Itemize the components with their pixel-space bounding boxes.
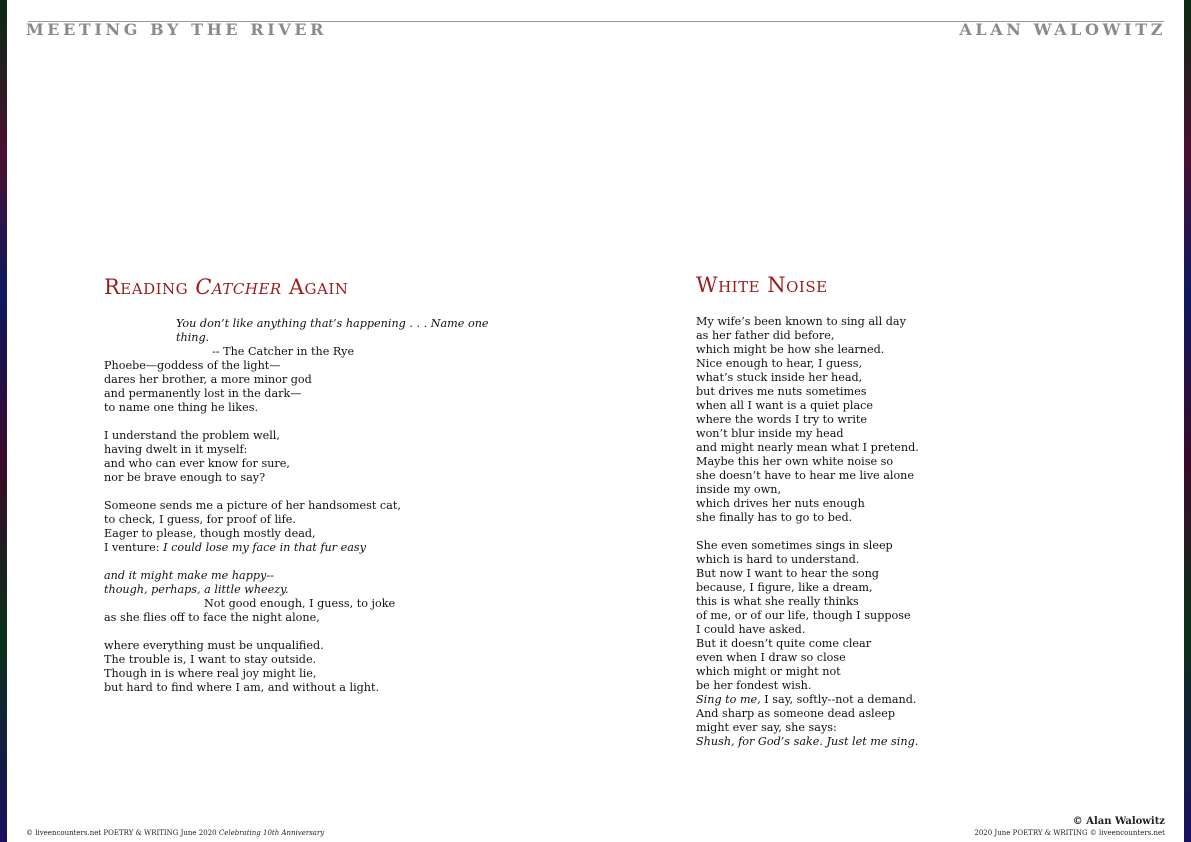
stanza-break bbox=[696, 525, 919, 539]
header-book-title: MEETING BY THE RIVER bbox=[26, 20, 328, 39]
sing-italic: Sing to me, bbox=[696, 693, 761, 706]
poem-line: inside my own, bbox=[696, 483, 781, 496]
poem-line: I understand the problem well, bbox=[104, 429, 280, 442]
poem-line: I could have asked. bbox=[696, 623, 806, 636]
poem-line: won’t blur inside my head bbox=[696, 427, 844, 440]
poem-line: Shush, for God’s sake. Just let me sing. bbox=[696, 735, 919, 748]
poem-line: though, perhaps, a little wheezy. bbox=[104, 583, 289, 596]
poem-line: Phoebe—goddess of the light— bbox=[104, 359, 281, 372]
poem-line: where everything must be unqualified. bbox=[104, 639, 324, 652]
poem-line: might ever say, she says: bbox=[696, 721, 837, 734]
poem1-title-italic: Catcher bbox=[195, 275, 282, 299]
poem-line: she finally has to go to bed. bbox=[696, 511, 853, 524]
footer-left-italic: Celebrating 10th Anniversary bbox=[218, 829, 325, 837]
stanza-break bbox=[104, 415, 401, 429]
stanza-break bbox=[104, 485, 401, 499]
venture-italic: I could lose my face in that fur easy bbox=[163, 541, 366, 554]
poem-line: which might be how she learned. bbox=[696, 343, 885, 356]
footer-right: 2020 June POETRY & WRITING © liveencounters.net bbox=[974, 829, 1165, 837]
poem-line: and permanently lost in the dark— bbox=[104, 387, 302, 400]
poem-line: But now I want to hear the song bbox=[696, 567, 879, 580]
poem-line: where the words I try to write bbox=[696, 413, 868, 426]
poem-line: as she flies off to face the night alone, bbox=[104, 611, 320, 624]
poem-line: having dwelt in it myself: bbox=[104, 443, 248, 456]
poem-line: Not good enough, I guess, to joke bbox=[204, 597, 396, 610]
poem-line: as her father did before, bbox=[696, 329, 835, 342]
poem-line: to check, I guess, for proof of life. bbox=[104, 513, 296, 526]
poem1-title-post: Again bbox=[281, 275, 349, 299]
poem1-title bbox=[104, 275, 348, 299]
poem-line: The trouble is, I want to stay outside. bbox=[104, 653, 317, 666]
poem-line: what’s stuck inside her head, bbox=[696, 371, 863, 384]
poem-line: Maybe this her own white noise so bbox=[696, 455, 894, 468]
poem-line: which might or might not bbox=[696, 665, 841, 678]
poem-line: She even sometimes sings in sleep bbox=[696, 539, 893, 552]
poem-line: which is hard to understand. bbox=[696, 553, 860, 566]
poem-line: be her fondest wish. bbox=[696, 679, 812, 692]
poem-line: and might nearly mean what I pretend. bbox=[696, 441, 919, 454]
poem-line: My wife’s been known to sing all day bbox=[696, 315, 906, 328]
poem-line: And sharp as someone dead asleep bbox=[696, 707, 896, 720]
poem-line: when all I want is a quiet place bbox=[696, 399, 874, 412]
poem-line: nor be brave enough to say? bbox=[104, 471, 266, 484]
poem1-title-pre: Reading bbox=[104, 275, 196, 299]
footer-left bbox=[26, 829, 324, 837]
poem-line: Someone sends me a picture of her handsomest cat, bbox=[104, 499, 401, 512]
poem-line: of me, or of our life, though I suppose bbox=[696, 609, 911, 622]
poem-line: because, I figure, like a dream, bbox=[696, 581, 873, 594]
poem-line: Eager to please, though mostly dead, bbox=[104, 527, 316, 540]
poem-line: but hard to find where I am, and without a light. bbox=[104, 681, 380, 694]
poem-line: even when I draw so close bbox=[696, 651, 846, 664]
poem1-body bbox=[104, 359, 401, 695]
poem-line: she doesn’t have to hear me live alone bbox=[696, 469, 915, 482]
footer-left-text: © liveencounters.net POETRY & WRITING June 2020 bbox=[26, 829, 219, 837]
stanza-break bbox=[104, 625, 401, 639]
poem-line: But it doesn’t quite come clear bbox=[696, 637, 872, 650]
poem1-epigraph bbox=[104, 317, 524, 359]
sing-text: I say, softly--not a demand. bbox=[760, 693, 917, 706]
poem-line: but drives me nuts sometimes bbox=[696, 385, 867, 398]
poem-line: and it might make me happy-- bbox=[104, 569, 274, 582]
poem-line bbox=[696, 693, 919, 707]
poem-line: and who can ever know for sure, bbox=[104, 457, 290, 470]
poem-line: to name one thing he likes. bbox=[104, 401, 259, 414]
stanza-break bbox=[104, 555, 401, 569]
poem-line: dares her brother, a more minor god bbox=[104, 373, 312, 386]
epigraph-quote: You don’t like anything that’s happening . . . Name one thing. bbox=[176, 317, 489, 344]
epigraph-source: -- The Catcher in the Rye bbox=[212, 345, 355, 358]
poem-line bbox=[104, 541, 401, 555]
poem-line: this is what she really thinks bbox=[696, 595, 859, 608]
author-copyright: © Alan Walowitz bbox=[1072, 816, 1165, 827]
poem-line: which drives her nuts enough bbox=[696, 497, 865, 510]
header-author: ALAN WALOWITZ bbox=[959, 20, 1166, 39]
page bbox=[7, 0, 1184, 842]
poem2-body bbox=[696, 315, 919, 749]
poem-line: Though in is where real joy might lie, bbox=[104, 667, 317, 680]
venture-text: I venture: bbox=[104, 541, 164, 554]
poem2-title: White Noise bbox=[696, 273, 828, 297]
poem-line: Nice enough to hear, I guess, bbox=[696, 357, 863, 370]
